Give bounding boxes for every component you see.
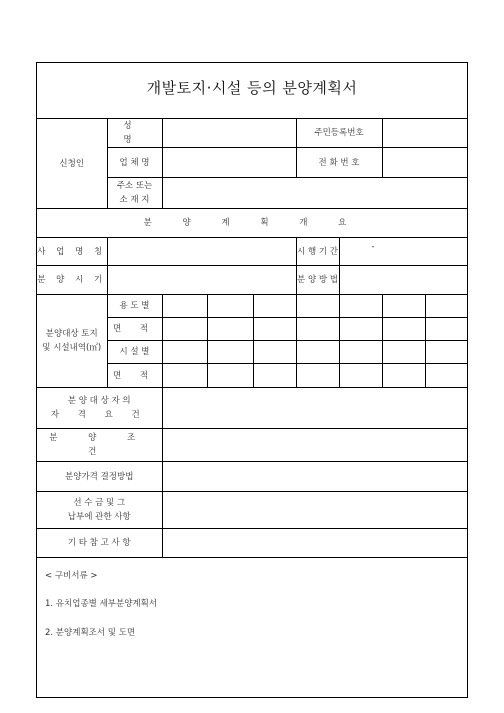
use-cell-5[interactable] bbox=[339, 295, 382, 318]
address-label bbox=[107, 178, 162, 209]
resident-no-field[interactable] bbox=[382, 119, 467, 148]
documents-header: < 구비서류 > bbox=[45, 571, 98, 581]
phone-label: 전 화 번 호 bbox=[296, 148, 382, 178]
period-value: - bbox=[371, 242, 375, 252]
area1-cell-6[interactable] bbox=[382, 318, 425, 341]
plan-form-table bbox=[37, 118, 467, 558]
area1-cell-3[interactable] bbox=[253, 318, 296, 341]
use-label: 용 도 별 bbox=[107, 295, 162, 318]
address-field[interactable] bbox=[162, 178, 467, 209]
deposit-label bbox=[37, 492, 162, 529]
use-cell-3[interactable] bbox=[253, 295, 296, 318]
qualification-field[interactable] bbox=[162, 388, 467, 429]
page-title: 개발토지·시설 등의 분양계획서 bbox=[146, 79, 358, 97]
target-group-line2: 및 시설내역(㎡) bbox=[42, 343, 102, 353]
facility-cell-6[interactable] bbox=[382, 341, 425, 364]
area1-cell-2[interactable] bbox=[207, 318, 253, 341]
form-frame bbox=[36, 62, 468, 698]
area1-cell-1[interactable] bbox=[162, 318, 207, 341]
area2-cell-2[interactable] bbox=[207, 364, 253, 388]
address-label-line1: 주소 또는 bbox=[116, 181, 153, 191]
area2-cell-1[interactable] bbox=[162, 364, 207, 388]
conditions-field[interactable] bbox=[162, 429, 467, 462]
deposit-line1: 선 수 금 및 그 bbox=[73, 498, 126, 508]
qualification-line2: 자 격 요 건 bbox=[50, 410, 148, 420]
facility-cell-1[interactable] bbox=[162, 341, 207, 364]
facility-cell-5[interactable] bbox=[339, 341, 382, 364]
sale-method-label: 분 양 방 법 bbox=[296, 266, 339, 295]
target-group-line1: 분양대상 토지 bbox=[45, 329, 98, 339]
use-cell-1[interactable] bbox=[162, 295, 207, 318]
use-cell-7[interactable] bbox=[425, 295, 467, 318]
sale-time-label: 분 양 시 기 bbox=[37, 266, 107, 295]
facility-cell-7[interactable] bbox=[425, 341, 467, 364]
overview-section-label: 분 양 계 획 개 요 bbox=[37, 209, 467, 238]
other-notes-label: 기 타 참 고 사 항 bbox=[37, 529, 162, 558]
area2-cell-7[interactable] bbox=[425, 364, 467, 388]
price-method-label: 분양가격 결정방법 bbox=[37, 462, 162, 492]
area1-cell-7[interactable] bbox=[425, 318, 467, 341]
sale-method-field[interactable] bbox=[339, 266, 467, 295]
sale-time-field[interactable] bbox=[107, 266, 296, 295]
documents-item-1: 1. 유치업종별 세부분양계획서 bbox=[45, 599, 158, 609]
area2-cell-4[interactable] bbox=[296, 364, 339, 388]
documents-item-2: 2. 분양계획조서 및 도면 bbox=[45, 628, 136, 638]
name-label: 성 명 bbox=[107, 119, 162, 148]
area2-cell-5[interactable] bbox=[339, 364, 382, 388]
company-label: 업 체 명 bbox=[107, 148, 162, 178]
deposit-field[interactable] bbox=[162, 492, 467, 529]
area1-cell-4[interactable] bbox=[296, 318, 339, 341]
facility-cell-2[interactable] bbox=[207, 341, 253, 364]
use-cell-6[interactable] bbox=[382, 295, 425, 318]
period-field[interactable] bbox=[339, 238, 467, 266]
company-field[interactable] bbox=[162, 148, 296, 178]
use-cell-4[interactable] bbox=[296, 295, 339, 318]
facility-cell-4[interactable] bbox=[296, 341, 339, 364]
use-cell-2[interactable] bbox=[207, 295, 253, 318]
area2-cell-6[interactable] bbox=[382, 364, 425, 388]
area2-cell-3[interactable] bbox=[253, 364, 296, 388]
project-name-label: 사 업 명 칭 bbox=[37, 238, 107, 266]
phone-field[interactable] bbox=[382, 148, 467, 178]
qualification-label bbox=[37, 388, 162, 429]
period-label: 시 행 기 간 bbox=[296, 238, 339, 266]
name-field[interactable] bbox=[162, 119, 296, 148]
other-notes-field[interactable] bbox=[162, 529, 467, 558]
target-group-label bbox=[37, 295, 107, 388]
address-label-line2: 소 재 지 bbox=[119, 195, 150, 205]
applicant-group-label: 신청인 bbox=[37, 119, 107, 209]
conditions-label: 분 양 조 건 bbox=[37, 429, 162, 462]
facility-label: 시 설 별 bbox=[107, 341, 162, 364]
area1-cell-5[interactable] bbox=[339, 318, 382, 341]
area-label-1: 면 적 bbox=[107, 318, 162, 341]
facility-cell-3[interactable] bbox=[253, 341, 296, 364]
project-name-field[interactable] bbox=[107, 238, 296, 266]
resident-no-label: 주민등록번호 bbox=[296, 119, 382, 148]
area-label-2: 면 적 bbox=[107, 364, 162, 388]
qualification-line1: 분 양 대 상 자 의 bbox=[67, 396, 131, 406]
deposit-line2: 납부에 관한 사항 bbox=[67, 512, 131, 522]
price-method-field[interactable] bbox=[162, 462, 467, 492]
